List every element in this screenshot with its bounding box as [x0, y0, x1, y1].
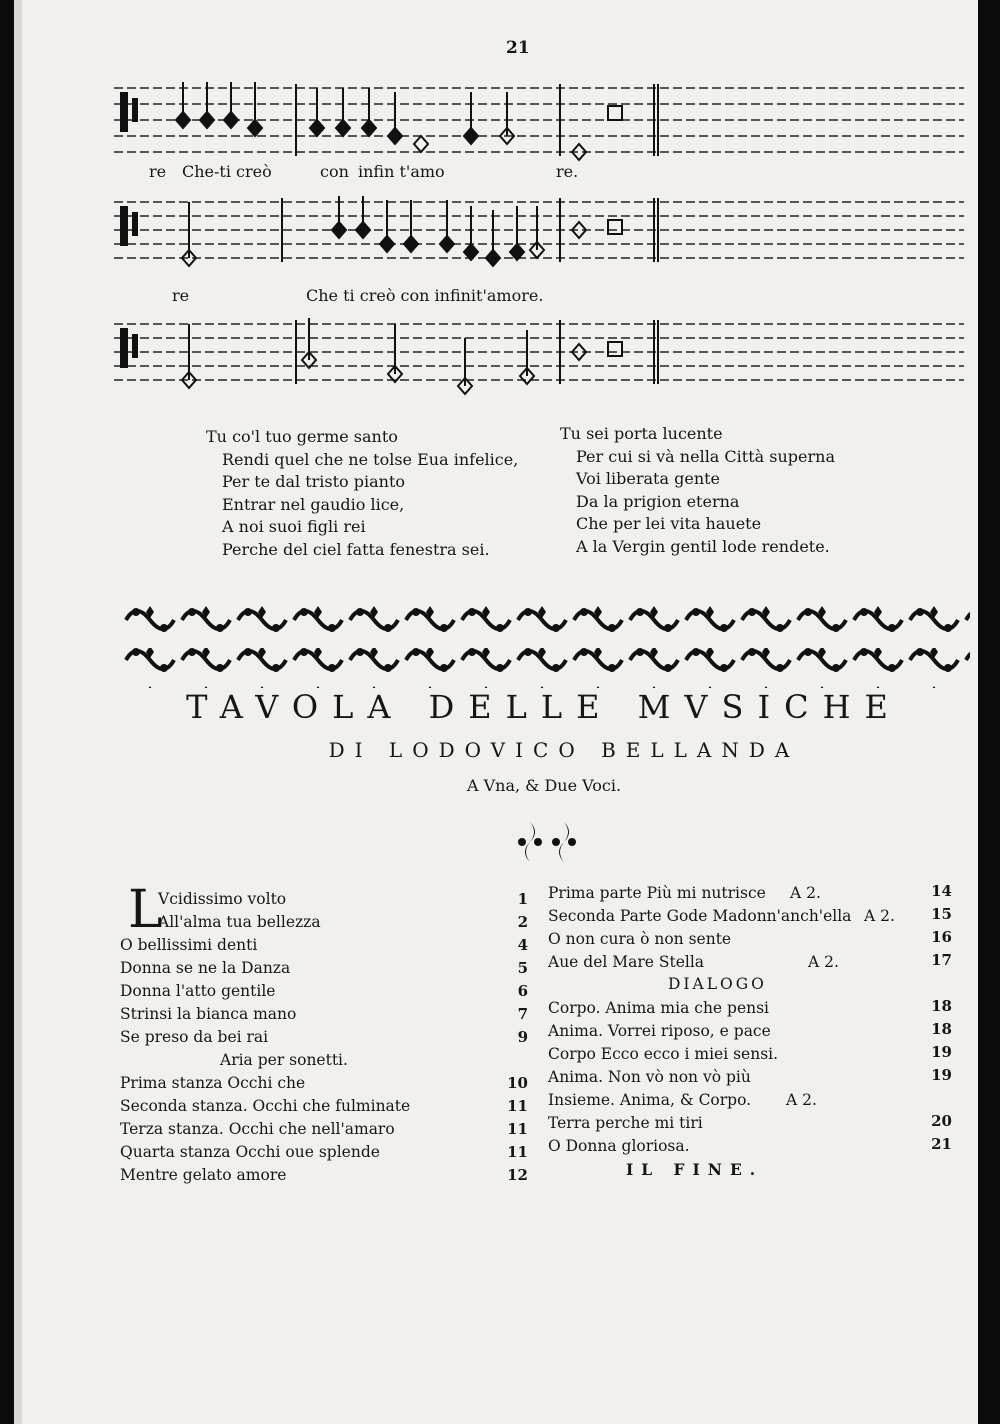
voices-note: A Vna, & Due Voci. — [466, 776, 622, 795]
toc-entry: Strinsi la bianca mano — [120, 1005, 297, 1023]
page-edge — [14, 0, 22, 1424]
toc-entry: O non cura ò non sente — [548, 930, 732, 948]
toc-page-number: 10 — [507, 1074, 528, 1092]
poem-line: Per te dal tristo pianto — [222, 472, 406, 491]
toc-page-number: 7 — [517, 1005, 528, 1023]
poem-right-stanza — [560, 423, 835, 558]
toc-entry: Insieme. Anima, & Corpo. — [548, 1091, 752, 1109]
table-title: TAVOLA DELLE MVSICHE — [186, 688, 902, 726]
toc-entry: Aue del Mare Stella — [548, 953, 705, 971]
drop-cap: L — [128, 880, 163, 940]
toc-page-number: 18 — [931, 1020, 952, 1038]
toc-entry: Anima. Non vò non vò più — [548, 1068, 751, 1086]
toc-page-number: 1 — [517, 890, 528, 908]
poem-line: Tu sei porta lucente — [560, 424, 723, 443]
toc-page-number: 19 — [931, 1043, 952, 1061]
toc-entry: Seconda Parte Gode Madonn'anch'ella — [548, 907, 852, 925]
poem-line: Voi liberata gente — [576, 469, 721, 488]
toc-page-number: 16 — [931, 928, 952, 946]
clef-1 — [120, 92, 138, 132]
ornamental-border — [122, 600, 970, 690]
lyric-1c: con — [320, 162, 349, 181]
toc-entry: Prima parte Più mi nutrisce — [548, 884, 766, 902]
toc-entry: All'alma tua bellezza — [158, 913, 321, 931]
poem-line: Per cui si và nella Città superna — [576, 446, 835, 466]
toc-voices: A 2. — [864, 907, 895, 925]
toc-entry: Vcidissimo volto — [158, 890, 287, 908]
toc-entry: Corpo Ecco ecco i miei sensi. — [548, 1045, 779, 1063]
toc-page-number: 4 — [517, 936, 528, 954]
toc-entry: Corpo. Anima mia che pensi — [548, 999, 770, 1017]
toc-page-number: 19 — [931, 1066, 952, 1084]
lyric-2a: re — [172, 286, 190, 305]
toc-entry: Anima. Vorrei riposo, e pace — [548, 1022, 771, 1040]
toc-entry: O bellissimi denti — [120, 936, 258, 954]
toc-page-number: 21 — [931, 1135, 952, 1153]
toc-entry: Se preso da bei rai — [120, 1028, 269, 1046]
toc-entry: Quarta stanza Occhi oue splende — [120, 1143, 380, 1161]
toc-page-number: 6 — [517, 982, 528, 1000]
poem-line: Tu co'l tuo germe santo — [206, 427, 398, 446]
toc-page-number: 2 — [517, 913, 528, 931]
music-staff-2 — [114, 192, 964, 276]
toc-page-number: 9 — [517, 1028, 528, 1046]
toc-page-number: 18 — [931, 997, 952, 1015]
lyric-1e: re. — [556, 162, 579, 181]
toc-entry: Donna l'atto gentile — [120, 982, 276, 1000]
lyric-1a: re — [149, 162, 167, 181]
toc-voices: A 2. — [790, 884, 821, 902]
lyric-1d: infin t'amo — [358, 162, 445, 181]
toc-entry: Terra perche mi tiri — [548, 1114, 703, 1132]
end-mark: IL FINE. — [626, 1160, 764, 1179]
toc-entry: Donna se ne la Danza — [120, 959, 291, 977]
page-number: 21 — [506, 38, 530, 58]
toc-entry: Terza stanza. Occhi che nell'amaro — [120, 1120, 395, 1138]
lyric-1b: Che-ti creò — [182, 162, 272, 181]
book-page — [14, 0, 978, 1424]
music-staff-1 — [114, 78, 964, 162]
toc-entry: Prima stanza Occhi che — [120, 1074, 306, 1092]
poem-line: A la Vergin gentil lode rendete. — [576, 536, 830, 556]
toc-page-number: 14 — [931, 882, 952, 900]
poem-line: Da la prigion eterna — [576, 491, 740, 511]
toc-page-number: 5 — [517, 959, 528, 977]
toc-page-number: 15 — [931, 905, 952, 923]
toc-entry: Mentre gelato amore — [120, 1166, 287, 1184]
toc-entry: O Donna gloriosa. — [548, 1137, 690, 1155]
poem-line: Entrar nel gaudio lice, — [222, 494, 405, 514]
toc-entry: Seconda stanza. Occhi che fulminate — [120, 1097, 411, 1115]
fleuron-icon — [514, 818, 584, 868]
music-staff-3 — [114, 314, 964, 398]
toc-voices: A 2. — [786, 1091, 817, 1109]
toc-section-label: DIALOGO — [668, 975, 767, 993]
toc-page-number: 11 — [507, 1143, 528, 1161]
poem-line: Che per lei vita hauete — [576, 514, 762, 533]
lyric-2b: Che ti creò con infinit'amore. — [306, 286, 544, 305]
poem-line: Rendi quel che ne tolse Eua infelice, — [222, 449, 519, 469]
toc-page-number: 12 — [507, 1166, 528, 1184]
poem-left-stanza — [206, 426, 518, 561]
toc-voices: A 2. — [808, 953, 839, 971]
toc-page-number: 11 — [507, 1097, 528, 1115]
toc-page-number: 17 — [931, 951, 952, 969]
poem-line: Perche del ciel fatta fenestra sei. — [222, 539, 490, 559]
toc-section-label: Aria per sonetti. — [220, 1051, 348, 1069]
toc-page-number: 11 — [507, 1120, 528, 1138]
toc-page-number: 20 — [931, 1112, 952, 1130]
poem-line: A noi suoi figli rei — [222, 517, 366, 536]
table-subtitle: DI LODOVICO BELLANDA — [328, 738, 800, 762]
